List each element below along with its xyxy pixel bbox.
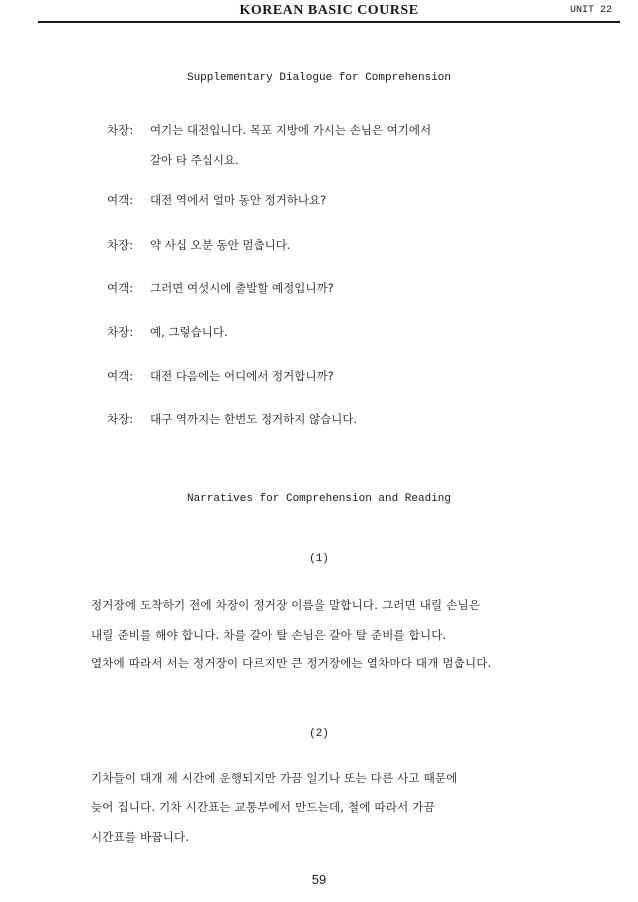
book-title: KOREAN BASIC COURSE	[239, 3, 419, 18]
dialogue-speaker: 여객:	[107, 369, 134, 383]
dialogue-section-title: Supplementary Dialogue for Comprehension	[186, 72, 452, 84]
dialogue-utterance: 그러면 여섯시에 출발할 예정입니까?	[150, 281, 334, 295]
header-rule	[38, 21, 620, 23]
dialogue-utterance: 대구 역까지는 한번도 정거하지 않습니다.	[150, 412, 358, 426]
page-header	[38, 3, 620, 19]
narrative-number: (1)	[309, 553, 329, 565]
dialogue-utterance: 여기는 대전입니다. 목포 지방에 가시는 손님은 여기에서	[150, 123, 432, 137]
narrative-line: 늦어 집니다. 기차 시간표는 교통부에서 만드는데, 철에 따라서 가끔	[91, 800, 435, 814]
dialogue-speaker: 차장:	[107, 412, 134, 426]
unit-label: UNIT 22	[569, 5, 612, 16]
narrative-line: 시간표를 바꿉니다.	[91, 830, 190, 844]
dialogue-speaker: 차장:	[107, 325, 134, 339]
dialogue-utterance: 대전 역에서 얼마 동안 정거하나요?	[150, 193, 327, 207]
dialogue-speaker: 차장:	[107, 238, 134, 252]
page-number: 59	[311, 872, 327, 887]
dialogue-speaker: 여객:	[107, 193, 134, 207]
dialogue-continuation: 갈아 타 주십시요.	[150, 153, 239, 167]
narrative-line: 정거장에 도착하기 전에 차장이 정거장 이름을 말합니다. 그러면 내릴 손님은	[91, 598, 481, 612]
dialogue-utterance: 약 사십 오분 동안 멈춥니다.	[150, 238, 291, 252]
dialogue-utterance: 대전 다음에는 어디에서 정거합니까?	[150, 369, 334, 383]
narrative-number: (2)	[309, 728, 329, 740]
narrative-line: 기차들이 대개 제 시간에 운행되지만 가끔 일기나 또는 다른 사고 때문에	[91, 771, 458, 785]
narrative-line: 내릴 준비를 해야 합니다. 차를 갈아 탈 손님은 갈아 탈 준비를 합니다.	[91, 628, 447, 642]
narrative-line: 열차에 따라서 서는 정거장이 다르지만 큰 정거장에는 열차마다 대개 멈춥니다.	[91, 656, 492, 670]
narratives-section-title: Narratives for Comprehension and Reading	[186, 493, 452, 505]
dialogue-speaker: 여객:	[107, 281, 134, 295]
dialogue-speaker: 차장:	[107, 123, 134, 137]
dialogue-utterance: 예, 그렇습니다.	[150, 325, 228, 339]
